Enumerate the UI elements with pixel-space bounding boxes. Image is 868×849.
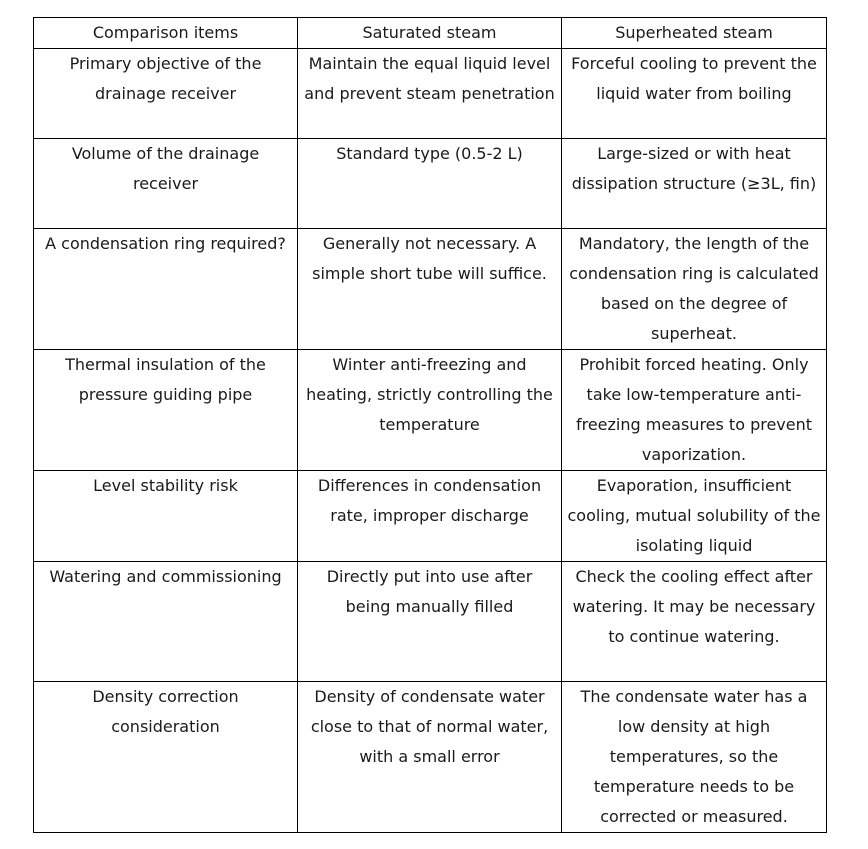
cell-item: Primary objective of the drainage receiver	[34, 49, 298, 139]
cell-item: Density correction consideration	[34, 682, 298, 833]
cell-superheated: The condensate water has a low density at high temperatures, so the temperature needs to be corrected or measured.	[562, 682, 827, 833]
cell-superheated: Evaporation, insufficient cooling, mutual solubility of the isolating liquid	[562, 471, 827, 562]
cell-saturated: Generally not necessary. A simple short tube will suffice.	[298, 229, 562, 350]
header-saturated-steam: Saturated steam	[298, 18, 562, 49]
cell-saturated: Standard type (0.5-2 L)	[298, 139, 562, 229]
comparison-table	[33, 17, 827, 833]
cell-item: A condensation ring required?	[34, 229, 298, 350]
cell-item: Watering and commissioning	[34, 562, 298, 682]
cell-superheated: Mandatory, the length of the condensation ring is calculated based on the degree of superheat.	[562, 229, 827, 350]
cell-superheated: Forceful cooling to prevent the liquid water from boiling	[562, 49, 827, 139]
cell-item: Level stability risk	[34, 471, 298, 562]
cell-item: Thermal insulation of the pressure guiding pipe	[34, 350, 298, 471]
cell-saturated: Winter anti-freezing and heating, strictly controlling the temperature	[298, 350, 562, 471]
table-row	[34, 471, 827, 562]
table-row	[34, 562, 827, 682]
table-row	[34, 229, 827, 350]
header-superheated-steam: Superheated steam	[562, 18, 827, 49]
cell-item: Volume of the drainage receiver	[34, 139, 298, 229]
table-header-row	[34, 18, 827, 49]
cell-superheated: Prohibit forced heating. Only take low-temperature anti-freezing measures to prevent vaporization.	[562, 350, 827, 471]
cell-saturated: Density of condensate water close to that of normal water, with a small error	[298, 682, 562, 833]
cell-saturated: Maintain the equal liquid level and prevent steam penetration	[298, 49, 562, 139]
cell-superheated: Check the cooling effect after watering. It may be necessary to continue watering.	[562, 562, 827, 682]
table-row	[34, 350, 827, 471]
cell-saturated: Directly put into use after being manually filled	[298, 562, 562, 682]
table-row	[34, 49, 827, 139]
cell-superheated: Large-sized or with heat dissipation structure (≥3L, fin)	[562, 139, 827, 229]
table-row	[34, 139, 827, 229]
header-comparison-items: Comparison items	[34, 18, 298, 49]
cell-saturated: Differences in condensation rate, improper discharge	[298, 471, 562, 562]
table-row	[34, 682, 827, 833]
